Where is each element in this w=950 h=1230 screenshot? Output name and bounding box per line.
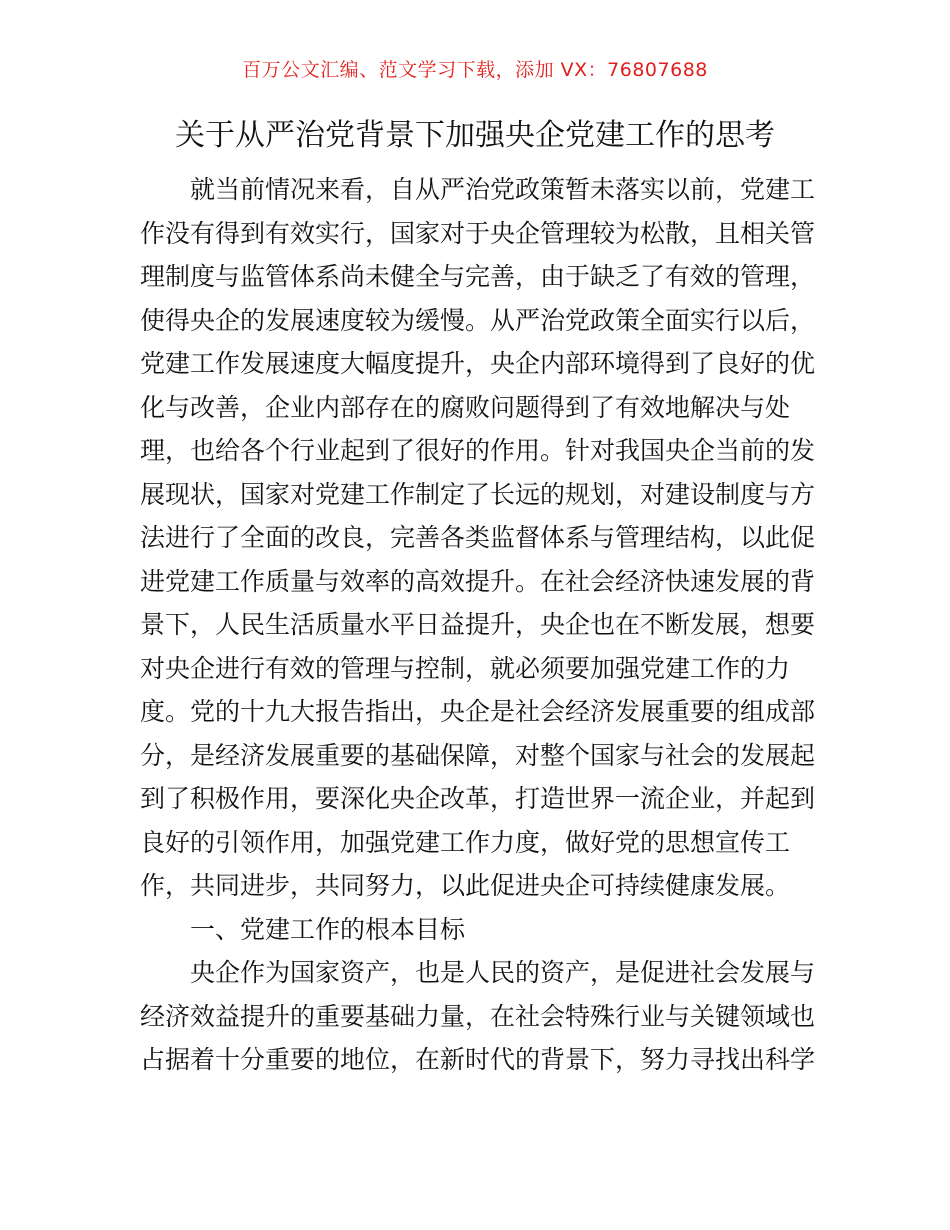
text-line: 央企作为国家资产，也是人民的资产，是促进社会发展与	[140, 958, 816, 987]
text-line: 党建工作发展速度大幅度提升，央企内部环境得到了良好的优	[140, 349, 816, 378]
text-line: 经济效益提升的重要基础力量，在社会特殊行业与关键领域也	[140, 1001, 816, 1031]
text-line: 作没有得到有效实行，国家对于央企管理较为松散，且相关管	[140, 218, 816, 248]
text-line: 理制度与监管体系尚未健全与完善，由于缺乏了有效的管理，	[140, 262, 816, 291]
text-line: 度。党的十九大报告指出，央企是社会经济发展重要的组成部	[140, 697, 816, 726]
paragraph-section-one	[140, 951, 816, 1082]
header-watermark-note: 百万公文汇编、范文学习下载，添加 VX：76807688	[242, 59, 708, 81]
paragraph-intro	[140, 168, 816, 908]
text-line: 进党建工作质量与效率的高效提升。在社会经济快速发展的背	[140, 566, 816, 596]
text-line: 对央企进行有效的管理与控制，就必须要加强党建工作的力	[140, 653, 791, 683]
text-line: 作，共同进步，共同努力，以此促进央企可持续健康发展。	[140, 871, 791, 900]
text-line: 使得央企的发展速度较为缓慢。从严治党政策全面实行以后，	[140, 305, 816, 335]
text-line: 到了积极作用，要深化央企改革，打造世界一流企业，并起到	[140, 784, 816, 813]
document-title: 关于从严治党背景下加强央企党建工作的思考	[175, 118, 775, 153]
text-line: 分，是经济发展重要的基础保障，对整个国家与社会的发展起	[140, 740, 816, 770]
section-heading: 一、党建工作的根本目标	[140, 914, 466, 944]
text-line: 展现状，国家对党建工作制定了长远的规划，对建设制度与方	[140, 479, 816, 509]
text-line: 理，也给各个行业起到了很好的作用。针对我国央企当前的发	[140, 436, 816, 465]
text-line: 占据着十分重要的地位，在新时代的背景下，努力寻找出科学	[140, 1045, 816, 1074]
text-line: 良好的引领作用，加强党建工作力度，做好党的思想宣传工	[140, 827, 791, 857]
text-line: 景下，人民生活质量水平日益提升，央企也在不断发展，想要	[140, 610, 816, 639]
text-line: 就当前情况来看，自从严治党政策暂未落实以前，党建工	[140, 175, 816, 204]
text-line: 化与改善，企业内部存在的腐败问题得到了有效地解决与处	[140, 392, 791, 422]
document-body	[140, 168, 816, 1082]
text-line: 法进行了全面的改良，完善各类监督体系与管理结构，以此促	[140, 523, 816, 552]
